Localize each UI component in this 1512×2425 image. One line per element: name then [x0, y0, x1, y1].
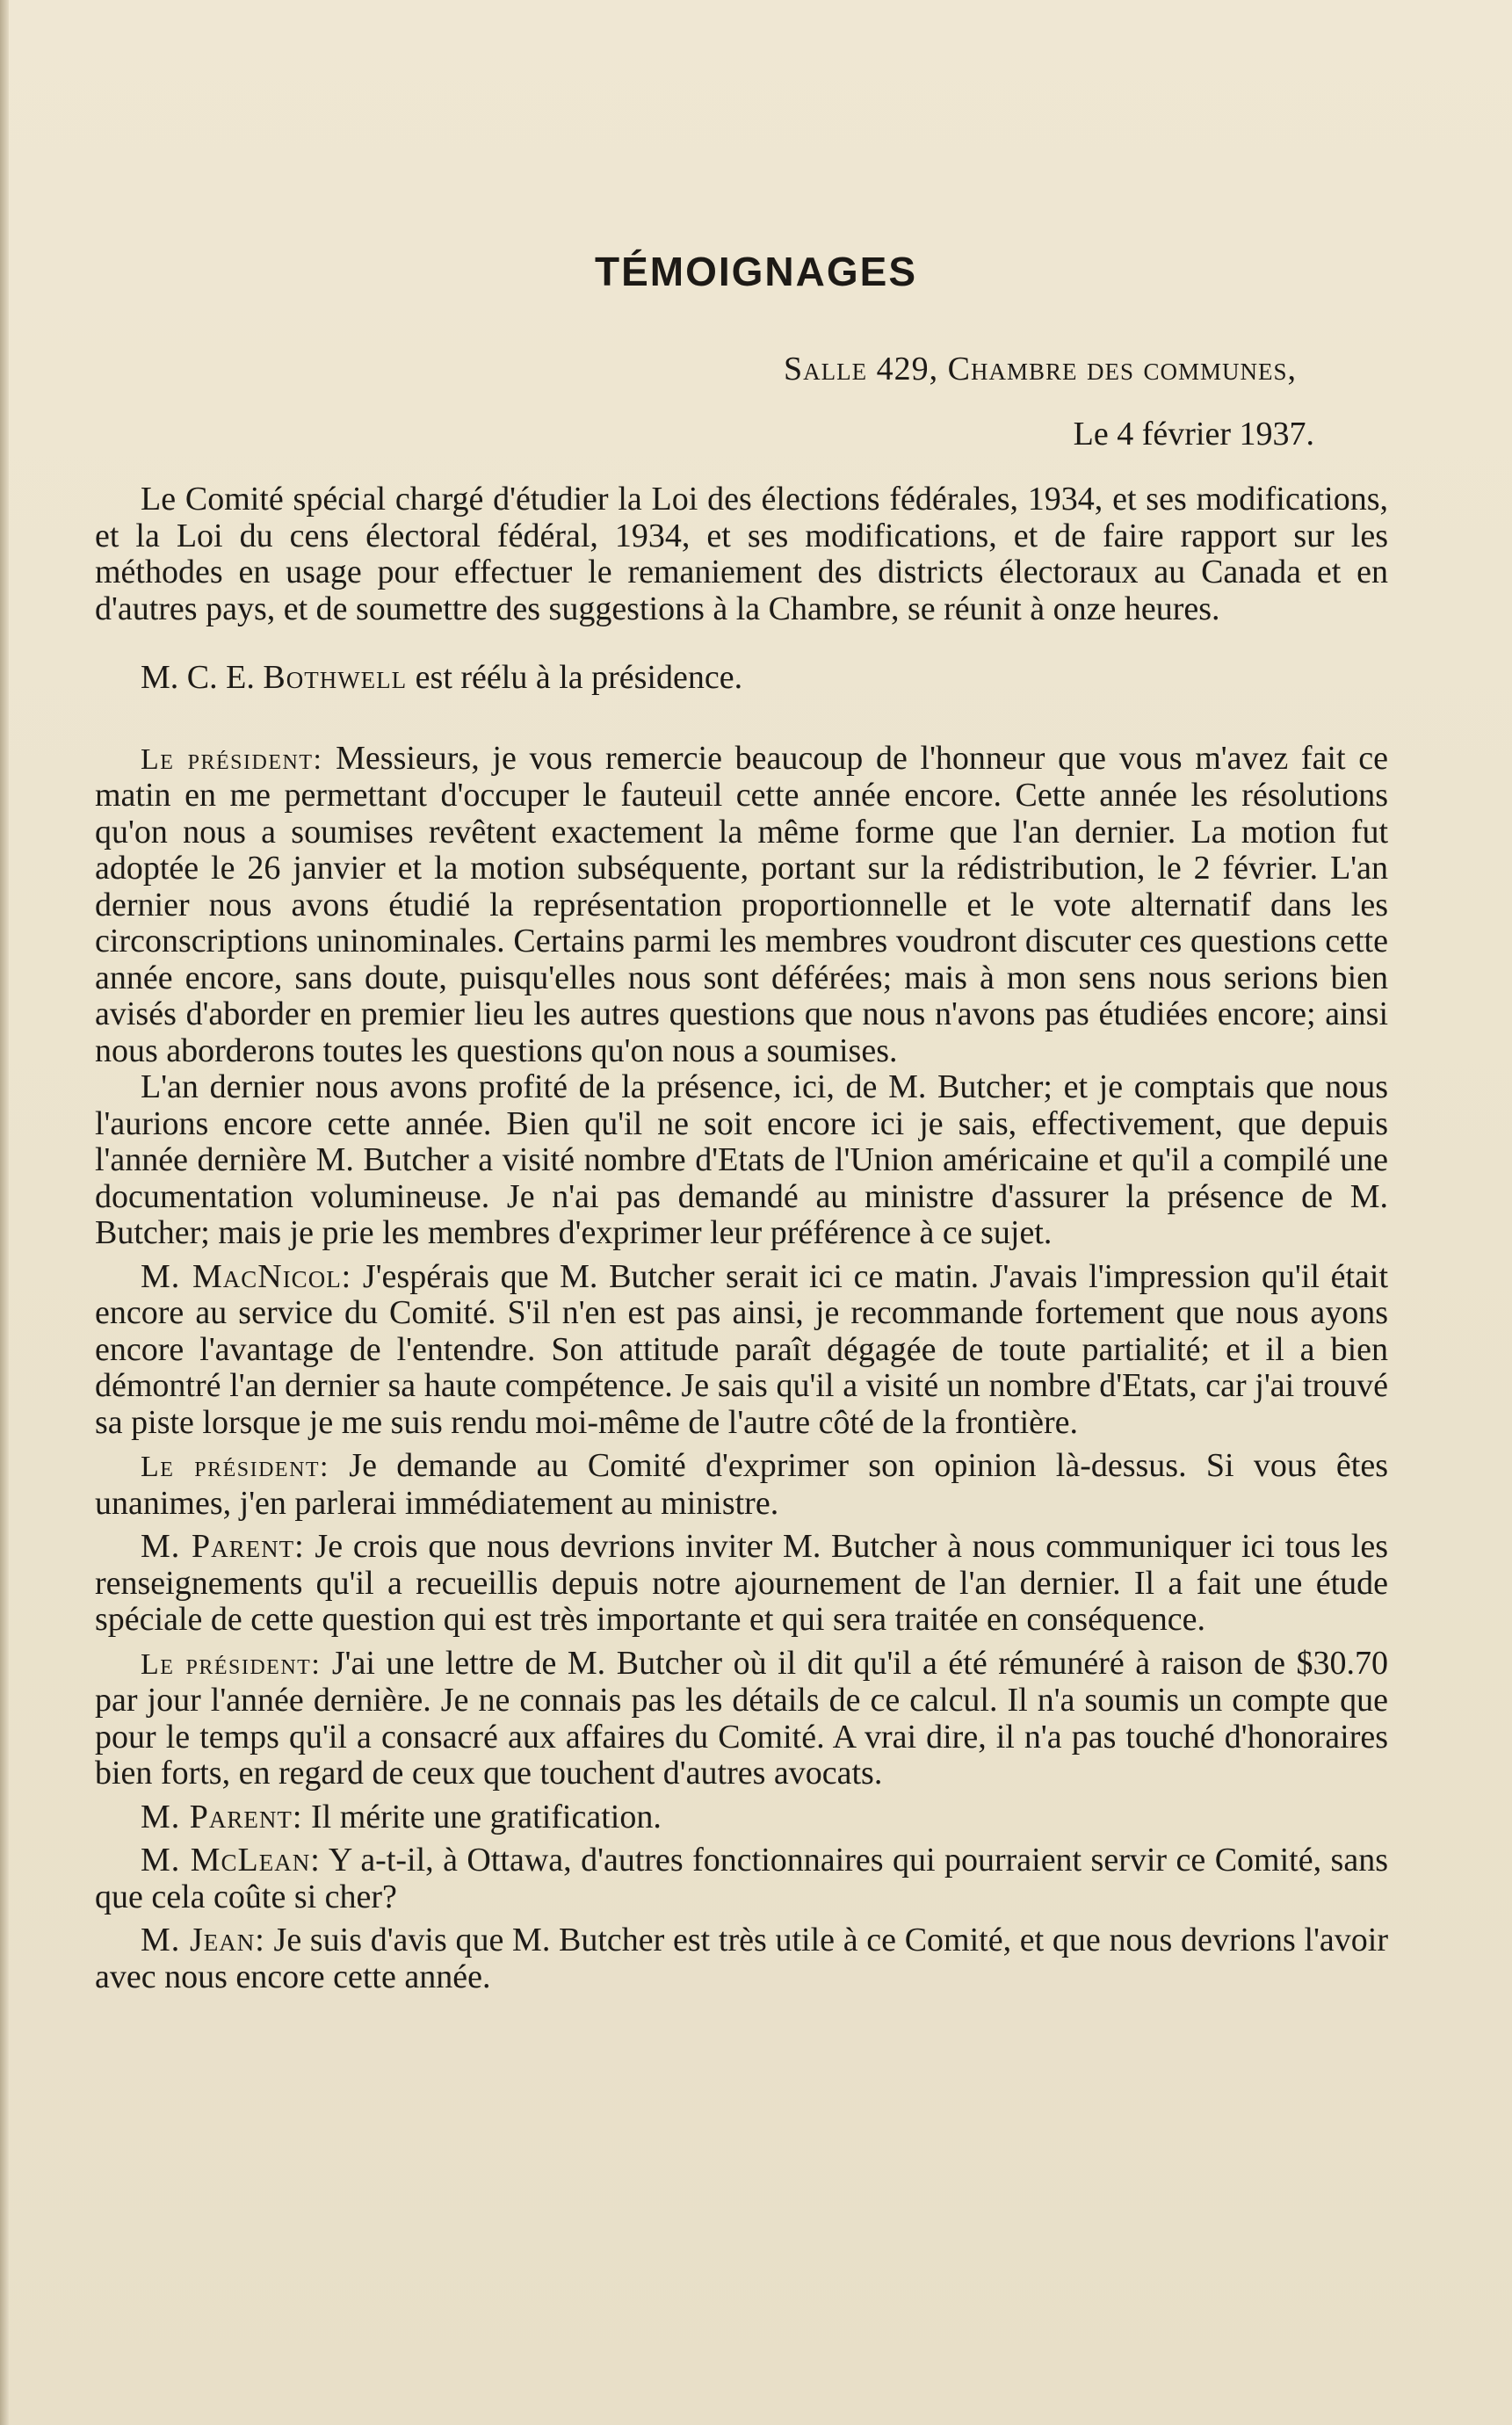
speaker-name: Le président: — [141, 742, 323, 776]
paragraph-text: Je crois que nous devrions inviter M. Butcher à nous communiquer ici tous les renseignements qu'il a recueillis depuis notre ajournement de l'an dernier. Il a fait une étude spéciale de cette question qui est très importante et qui sera traitée en conséquence. — [95, 1528, 1388, 1638]
paragraph-parent-2 — [95, 1799, 1388, 1836]
speaker-name: M. Parent: — [141, 1528, 305, 1565]
paragraph-text: L'an dernier nous avons profité de la présence, ici, de M. Butcher; et je comptais que nous l'aurions encore cette année. Bien qu'il ne soit encore ici je sais, effectivement, que depuis l'année dernière M. Butcher a visité nombre d'Etats de l'Union américaine et qu'il a compilé une documentation volumineuse. Je n'ai pas demandé au ministre d'assurer la présence de M. Butcher; mais je prie les membres d'exprimer leur préférence à ce sujet. — [95, 1068, 1388, 1251]
paragraph-text: Je demande au Comité d'exprimer son opinion là-dessus. Si vous êtes unanimes, j'en parlerai immédiatement au ministre. — [95, 1447, 1389, 1522]
transcript-body — [95, 481, 1388, 1995]
paragraph-president-1 — [95, 741, 1388, 1070]
paragraph-president-4 — [95, 1646, 1388, 1792]
paragraph-text: J'ai une lettre de M. Butcher où il dit qu'il a été rémunéré à raison de $30.70 par jour l'année dernière. Je ne connais pas les détails de ce calcul. Il n'a soumis un compte que pour le temps qu'il a consacré aux affaires du Comité. A vrai dire, il n'a pas touché d'honoraires bien forts, en regard de ceux que touchent d'autres avocats. — [95, 1644, 1389, 1792]
paragraph-president-2 — [95, 1069, 1388, 1252]
meeting-date: Le 4 février 1937. — [1073, 416, 1314, 452]
meeting-place: Salle 429, Chambre des communes, — [783, 351, 1297, 387]
paragraph-text: Je suis d'avis que M. Butcher est très utile à ce Comité, et que nous devrions l'avoir avec nous encore cette année. — [95, 1922, 1388, 1995]
speaker-name: M. MacNicol: — [141, 1257, 352, 1295]
paragraph-text: Y a-t-il, à Ottawa, d'autres fonctionnaires qui pourraient servir ce Comité, sans que cela coûte si cher? — [95, 1842, 1388, 1915]
speaker-name: M. Jean: — [141, 1922, 265, 1958]
paragraph-mclean — [95, 1842, 1388, 1915]
speaker-name: M. McLean: — [141, 1842, 321, 1878]
speaker-name: Bothwell — [263, 659, 408, 696]
paragraph-parent-1 — [95, 1529, 1388, 1639]
speaker-prefix: M. C. E. — [141, 659, 264, 696]
paragraph-macnicol — [95, 1259, 1388, 1442]
paragraph-text: Il mérite une gratification. — [302, 1798, 662, 1835]
page-title: TÉMOIGNAGES — [594, 249, 918, 294]
paragraph-jean — [95, 1922, 1388, 1995]
paragraph-election — [95, 660, 1388, 697]
paragraph-text: Le Comité spécial chargé d'étudier la Loi des élections fédérales, 1934, et ses modifications, et la Loi du cens électoral fédéral, 1934, et ses modifications, et de faire rapport sur les méthodes en usage pour effectuer le remaniement des districts électoraux au Canada et en d'autres pays, et de soumettre des suggestions à la Chambre, se réunit à onze heures. — [95, 481, 1388, 627]
paragraph-president-3 — [95, 1448, 1388, 1522]
page-spine-shadow — [0, 0, 9, 2425]
paragraph-text: J'espérais que M. Butcher serait ici ce matin. J'avais l'impression qu'il était encore au service du Comité. S'il n'en est pas ainsi, je recommande fortement que nous ayons encore l'avantage de l'entendre. Son attitude paraît dégagée de toute partialité; et il a bien démontré l'an dernier sa haute compétence. Je sais qu'il a visité un nombre d'Etats, car j'ai trouvé sa piste lorsque je me suis rendu moi-même de l'autre côté de la frontière. — [95, 1257, 1389, 1441]
paragraph-text: est réélu à la présidence. — [407, 659, 743, 696]
paragraph-intro — [95, 481, 1388, 627]
speaker-name: M. Parent: — [141, 1798, 303, 1835]
paragraph-text: Messieurs, je vous remercie beaucoup de l'honneur que vous m'avez fait ce matin en me permettant d'occuper le fauteuil cette année encore. Cette année les résolutions qu'on nous a soumises revêtent exactement la même forme que l'an dernier. La motion fut adoptée le 26 janvier et la motion subséquente, portant sur la rédistribution, le 2 février. L'an dernier nous avons étudié la représentation proportionnelle et le vote alternatif dans les circonscriptions uninominales. Certains parmi les membres voudront discuter ces questions cette année encore, sans doute, puisqu'elles nous sont déférées; mais à mon sens nous serions bien avisés d'aborder en premier lieu les autres questions que nous n'avons pas étudiées encore; ainsi nous aborderons toutes les questions qu'on nous a soumises. — [95, 739, 1388, 1069]
speaker-name: Le président: — [141, 1647, 322, 1681]
speaker-name: Le président: — [141, 1451, 330, 1483]
